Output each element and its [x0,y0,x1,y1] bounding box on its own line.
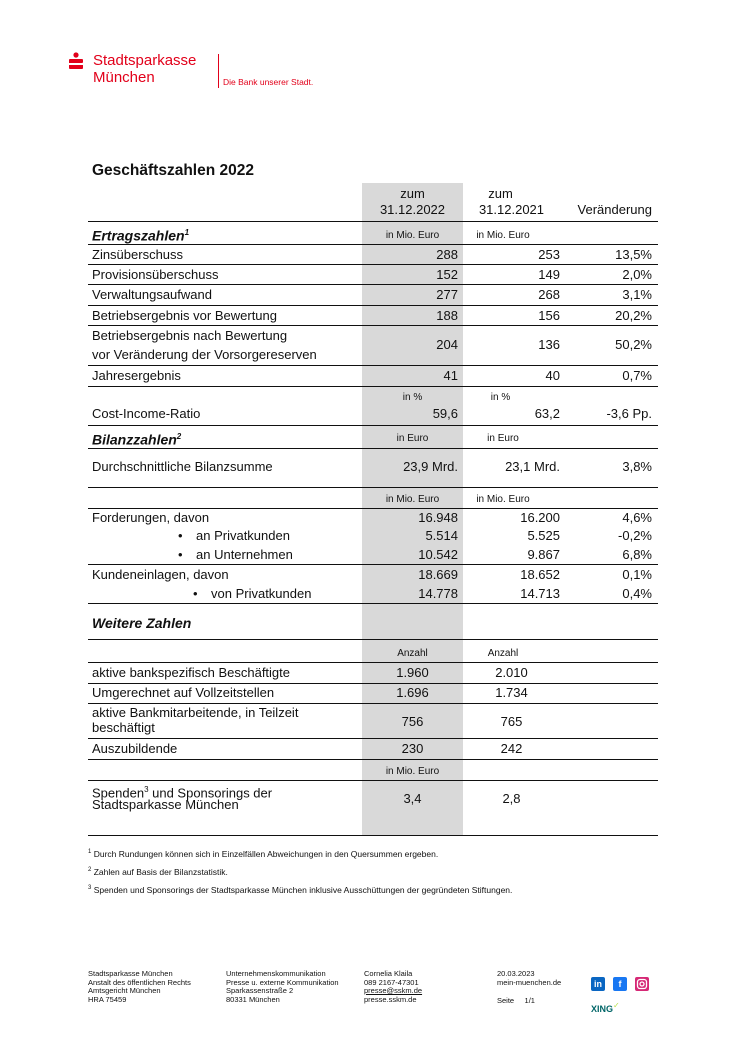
row-value-2021: 765 [500,714,523,729]
row-label-line1: aktive Bankmitarbeitende, in Teilzeit [92,705,299,720]
unit-label: in % [490,392,511,403]
row-value-2021: 136 [538,337,560,352]
row-value-2021: 63,2 [534,406,560,421]
unit-label: Anzahl [397,648,428,659]
rule [88,425,658,426]
row-change: 0,7% [622,368,652,383]
sparkasse-logo-icon [68,52,84,72]
rule [88,305,658,306]
row-value-2021: 2.010 [495,665,528,680]
rule [88,759,658,760]
bullet-row-label: • an Unternehmen [196,547,293,563]
row-change: 13,5% [615,247,652,262]
row-value-2022: 756 [401,714,424,729]
unit-label: in Euro [487,433,519,444]
row-value-2021: 242 [500,741,523,756]
footnote: $^3$ Spenden und Sponsorings der Stadtsparkasse München inklusive Ausschüttungen der gegründeten Stiftungen. [88,885,513,895]
bullet-row-label: • von Privatkunden [211,586,311,602]
press-site[interactable]: presse.sskm.de [364,994,417,1004]
row-value-2021: 253 [538,247,560,262]
unit-label: in Mio. Euro [385,230,440,241]
row-change: 50,2% [615,337,652,352]
row-label-line2: vor Veränderung der Vorsorgereserven [92,347,317,362]
rule [88,835,658,836]
row-value-2021: 18.652 [520,567,560,582]
bullet-row-label: • an Privatkunden [196,528,290,544]
row-label: Provisionsüberschuss [92,267,219,282]
row-change: 4,6% [622,510,652,525]
unit-label: in Mio. Euro [385,494,440,505]
rule [88,284,658,285]
row-value-2021: 9.867 [527,547,560,562]
row-label: Cost-Income-Ratio [92,406,201,421]
row-label-line1: Betriebsergebnis nach Bewertung [92,328,288,343]
row-value-2021: 268 [538,287,560,302]
row-label: Jahresergebnis [92,368,181,383]
page-title: Geschäftszahlen 2022 [92,162,254,179]
row-change: 20,2% [615,308,652,323]
row-change: 0,4% [622,586,652,601]
unit-label: in Mio. Euro [476,494,530,505]
row-change: -3,6 Pp. [606,406,652,421]
row-value-2021: 1.734 [495,685,528,700]
linkedin-icon[interactable]: in [591,977,605,991]
row-value-2022: 277 [436,287,458,302]
row-change: 3,8% [622,459,652,474]
row-value-2022: 188 [436,308,458,323]
row-value-2022: 152 [436,267,458,282]
unit-label: Anzahl [487,648,519,659]
row-label: Auszubildende [92,741,178,756]
footnote: $^2$ Zahlen auf Basis der Bilanzstatistik. [88,867,228,877]
email-link[interactable]: presse@sskm.de [364,986,423,995]
unit-label: in Mio. Euro [385,766,440,777]
rule [88,264,658,265]
row-value-2021: 149 [538,267,560,282]
row-change: -0,2% [618,528,652,543]
row-value-2021: 40 [545,368,560,383]
unit-label: in % [402,392,423,403]
row-change: 6,8% [622,547,652,562]
rule [88,603,658,604]
header-divider [218,54,219,88]
col1-header-line1: zum [400,186,425,201]
row-change: 2,0% [622,267,652,282]
row-value-2022: 3,4 [403,791,422,806]
row-value-2022: 14.778 [418,586,458,601]
col2-header-line2: 31.12.2021 [478,202,545,217]
row-change: 0,1% [622,567,652,582]
footer-legal: Stadtsparkasse München Anstalt des öffentlichen Rechts Amtsgericht München HRA 75459 [88,969,191,1004]
row-value-2022: 41 [443,368,458,383]
row-value-2022: 1.960 [396,665,429,680]
rule [88,221,658,222]
row-label: Umgerechnet auf Vollzeitstellen [92,685,275,700]
footer-contact: Cornelia Klaila 089 2167-47301 presse@sskm.de presse.sskm.de [364,969,423,1004]
col1-header-line2: 31.12.2022 [379,202,446,217]
rule [88,325,658,326]
page-number: Seite 1/1 [497,996,535,1005]
section-heading-weitere: Weitere Zahlen [92,615,192,631]
row-value-2021: 156 [538,308,560,323]
row-value-2022: 5.514 [425,528,458,543]
section-heading-ertrag: Ertragszahlen$^1$ [92,227,190,244]
unit-label: in Mio. Euro [476,230,530,241]
xing-icon[interactable]: XING✓ [591,1001,620,1014]
col2-header-line1: zum [488,186,513,201]
row-value-2022: 59,6 [432,406,458,421]
row-label: Verwaltungsaufwand [92,287,212,302]
footer-department: Unternehmenskommunikation Presse u. externe Kommunikation Sparkassenstraße 2 80331 München [226,969,339,1004]
instagram-icon[interactable] [635,977,649,991]
row-change: 3,1% [622,287,652,302]
row-label: Forderungen, davon [92,510,210,525]
brand-name: Stadtsparkasse [93,52,197,69]
slogan: Die Bank unserer Stadt. [223,77,314,87]
footnote: $^1$ Durch Rundungen können sich in Einzelfällen Abweichungen in den Quersummen ergeben. [88,849,439,859]
rule [88,564,658,565]
row-value-2022: 18.669 [418,567,458,582]
section-heading-bilanz: Bilanzzahlen$^2$ [92,431,182,448]
row-value-2022: 1.696 [396,685,429,700]
row-value-2022: 230 [401,741,424,756]
row-label: Kundeneinlagen, davon [92,567,229,582]
rule [88,487,658,488]
rule [88,386,658,387]
row-label-line1: Spenden$^3$ und Sponsorings der [92,785,273,801]
brand-city: München [93,69,155,86]
row-label: Zinsüberschuss [92,247,184,262]
rule [88,365,658,366]
row-value-2022: 288 [436,247,458,262]
row-value-2022: 23,9 Mrd. [403,459,458,474]
row-value-2021: 23,1 Mrd. [505,459,560,474]
rule [88,639,658,640]
website-link[interactable]: mein-muenchen.de [497,977,562,987]
rule [88,244,658,245]
row-label-line2: Stadtsparkasse München [92,797,239,812]
row-value-2021: 16.200 [520,510,560,525]
row-value-2021: 14.713 [520,586,560,601]
row-label: Betriebsergebnis vor Bewertung [92,308,277,323]
col3-header: Veränderung [577,202,652,217]
rule [88,448,658,449]
row-label-line2: beschäftigt [92,720,155,735]
row-value-2022: 204 [436,337,458,352]
row-label: aktive bankspezifisch Beschäftigte [92,665,290,680]
facebook-icon[interactable]: f [613,977,627,991]
footer-date: 20.03.2023 mein-muenchen.de [497,969,562,987]
row-value-2022: 16.948 [418,510,458,525]
row-label: Durchschnittliche Bilanzsumme [92,459,273,474]
row-value-2021: 2,8 [502,791,521,806]
row-value-2022: 10.542 [418,547,458,562]
row-value-2021: 5.525 [527,528,560,543]
rule [88,738,658,739]
unit-label: in Euro [396,433,429,444]
rule [88,662,658,663]
